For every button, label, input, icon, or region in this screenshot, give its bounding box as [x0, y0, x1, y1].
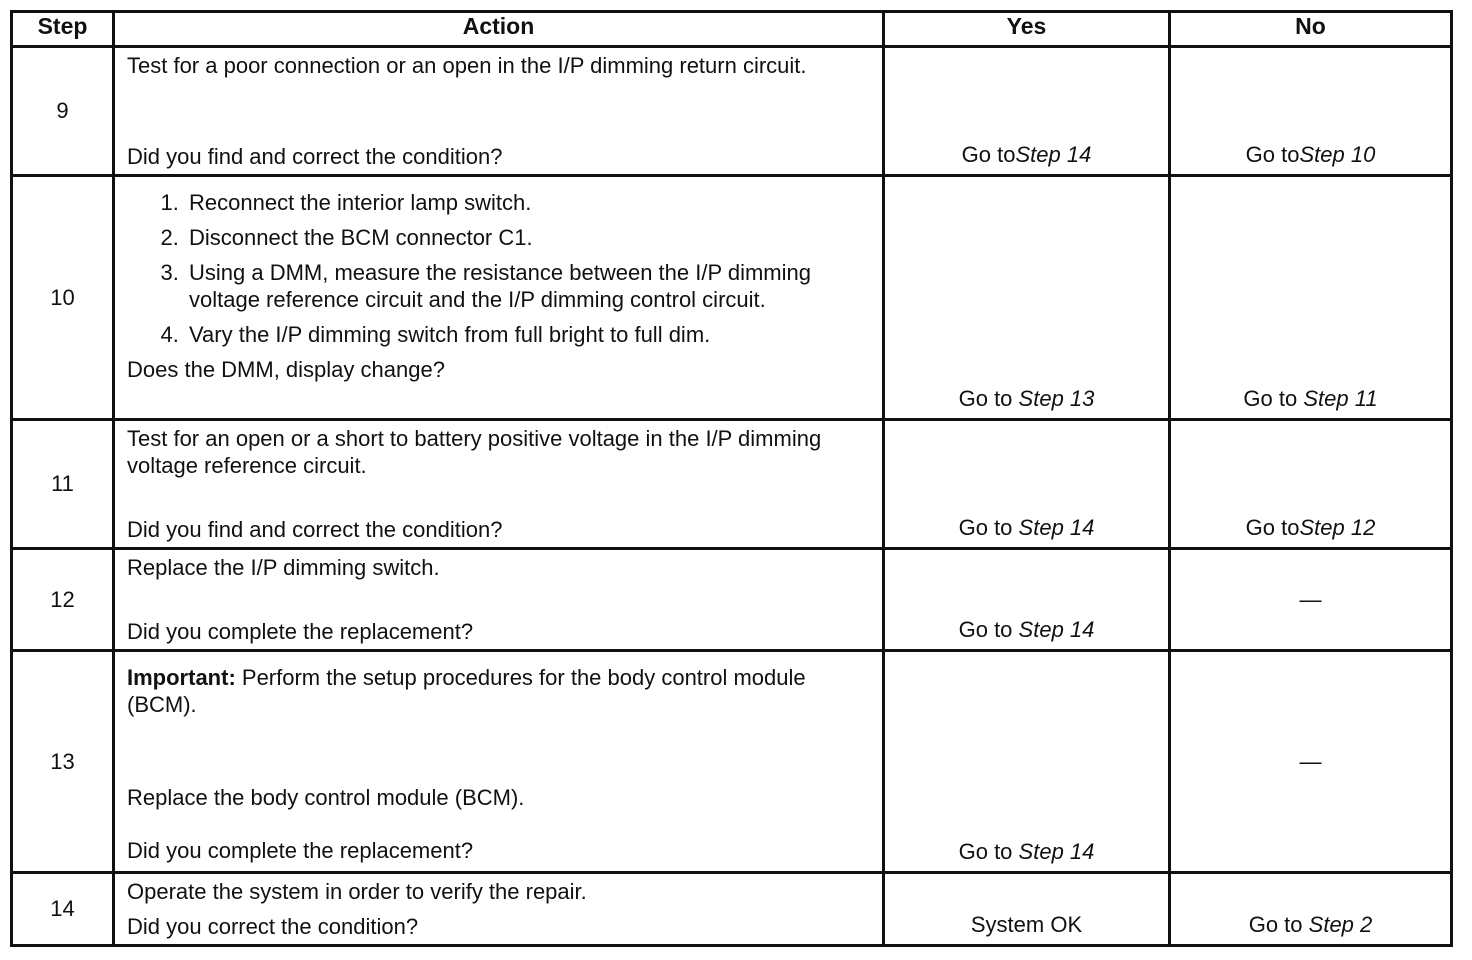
step-number: 9 [12, 47, 114, 176]
no-prefix: Go to [1243, 386, 1298, 411]
procedure-item: 1. Reconnect the interior lamp switch. [185, 189, 872, 216]
header-action: Action [114, 12, 884, 47]
action-text: Operate the system in order to verify the repair. [127, 879, 587, 904]
table-row [12, 873, 1452, 946]
action-cell [114, 873, 884, 946]
procedure-item: 2. Disconnect the BCM connector C1. [185, 224, 872, 251]
important-note [127, 664, 872, 718]
action-cell [114, 651, 884, 873]
action-cell [114, 549, 884, 651]
procedure-item: 4. Vary the I/P dimming switch from full bright to full dim. [185, 321, 872, 348]
yes-cell [884, 651, 1170, 873]
no-cell: — [1170, 549, 1452, 651]
header-no: No [1170, 12, 1452, 47]
no-prefix: Go to [1245, 515, 1300, 540]
yes-step-link[interactable]: Step 14 [1015, 142, 1092, 167]
header-row [12, 12, 1452, 47]
action-cell [114, 420, 884, 549]
action-question: Does the DMM, display change? [127, 357, 445, 382]
procedure-list [127, 189, 872, 348]
no-step-link[interactable]: Step 12 [1299, 515, 1376, 540]
table-row [12, 47, 1452, 176]
yes-step-link[interactable]: Step 14 [1018, 617, 1095, 642]
action-text: Test for a poor connection or an open in the I/P dimming return circuit. [127, 53, 807, 78]
action-text: Replace the I/P dimming switch. [127, 555, 440, 580]
action-question: Did you find and correct the condition? [127, 144, 503, 169]
table-row [12, 420, 1452, 549]
header-step: Step [12, 12, 114, 47]
action-text: Replace the body control module (BCM). [127, 785, 525, 810]
procedure-item: 3. Using a DMM, measure the resistance between the I/P dimming voltage reference circuit and the I/P dimming control circuit. [185, 259, 872, 313]
important-text: Perform the setup procedures for the body control module (BCM). [127, 665, 806, 717]
yes-step-link[interactable]: Step 14 [1018, 839, 1095, 864]
table-row [12, 176, 1452, 420]
no-prefix: Go to [1248, 912, 1303, 937]
no-step-link[interactable]: Step 2 [1308, 912, 1373, 937]
action-question: Did you correct the condition? [127, 914, 419, 939]
action-question: Did you complete the replacement? [127, 619, 474, 644]
yes-prefix: Go to [958, 617, 1013, 642]
yes-prefix: Go to [958, 386, 1013, 411]
important-label: Important: [127, 665, 236, 690]
yes-cell [884, 549, 1170, 651]
yes-step-link[interactable]: Step 13 [1018, 386, 1095, 411]
action-question: Did you find and correct the condition? [127, 517, 503, 542]
diagnostic-table [10, 10, 1453, 947]
step-number: 10 [12, 176, 114, 420]
table-row [12, 651, 1452, 873]
step-number: 14 [12, 873, 114, 946]
yes-prefix: Go to [958, 839, 1013, 864]
action-text: Test for an open or a short to battery positive voltage in the I/P dimming voltage reference circuit. [127, 426, 822, 478]
yes-prefix: Go to [961, 142, 1016, 167]
no-cell: — [1170, 651, 1452, 873]
yes-prefix: Go to [958, 515, 1013, 540]
yes-cell [884, 176, 1170, 420]
action-cell [114, 47, 884, 176]
no-cell [1170, 873, 1452, 946]
yes-cell: System OK [884, 873, 1170, 946]
step-number: 12 [12, 549, 114, 651]
action-question: Did you complete the replacement? [127, 838, 474, 863]
yes-cell [884, 420, 1170, 549]
action-cell [114, 176, 884, 420]
step-number: 11 [12, 420, 114, 549]
no-cell [1170, 420, 1452, 549]
yes-cell [884, 47, 1170, 176]
no-prefix: Go to [1245, 142, 1300, 167]
step-number: 13 [12, 651, 114, 873]
header-yes: Yes [884, 12, 1170, 47]
no-cell [1170, 176, 1452, 420]
no-step-link[interactable]: Step 11 [1303, 386, 1378, 411]
no-cell [1170, 47, 1452, 176]
yes-step-link[interactable]: Step 14 [1018, 515, 1095, 540]
no-step-link[interactable]: Step 10 [1299, 142, 1376, 167]
table-row [12, 549, 1452, 651]
